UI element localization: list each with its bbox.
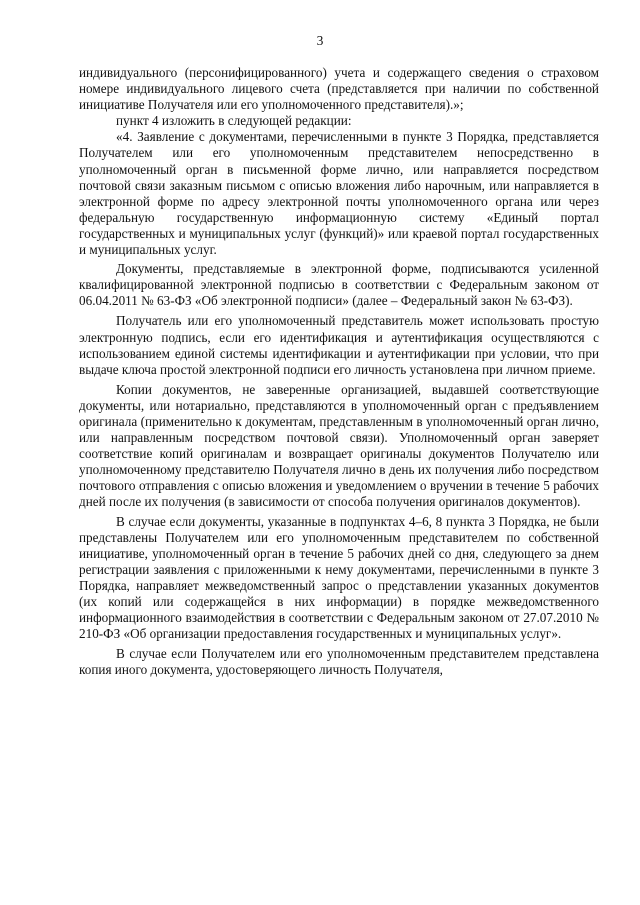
paragraph-5-simple-signature: Получатель или его уполномоченный представитель может использовать простую электронную подпись, если его идентификация и аутентификация осуществляются с использованием единой системы идентификации и аутентификации при условии, что при выдаче ключа простой электронной подписи его личность установлена при личном приеме. (79, 313, 599, 377)
paragraph-6-copies: Копии документов, не заверенные организацией, выдавшей соответствующие документы, или нотариально, представляются в уполномоченный орган с предъявлением оригинала (применительно к документам, представленным в уполномоченный орган лично, или направленным посредством почтовой связи). Уполномоченный орган заверяет соответствие копий оригиналам и возвращает оригиналы документов Получателю или уполномоченному представителю Получателя лично в день их получения либо посредством почтового отправления с описью вложения и уведомлением о вручении в течение 5 рабочих дней после их получения (в зависимости от способа получения оригиналов документов). (79, 381, 599, 510)
paragraph-4-electronic-documents: Документы, представляемые в электронной форме, подписываются усиленной квалифицированной электронной подписью в соответствии с Федеральным законом от 06.04.2011 № 63-ФЗ «Об электронной подписи» (далее – Федеральный закон № 63-ФЗ). (79, 261, 599, 309)
paragraph-3-item-4: «4. Заявление с документами, перечисленными в пункте 3 Порядка, представляется Получателем или его уполномоченным представителем непосредственно в уполномоченный орган в письменной форме лично, или направляется посредством почтовой связи заказным письмом с описью вложения либо нарочным, или направляется в электронной форме по адресу электронной почты уполномоченного органа или через федеральную государственную информационную систему «Единый портал государственных и муниципальных услуг (функций)» или краевой портал государственных и муниципальных услуг. (79, 129, 599, 258)
paragraph-8-identity-document: В случае если Получателем или его уполномоченным представителем представлена копия иного документа, удостоверяющего личность Получателя, (79, 646, 599, 678)
paragraph-7-interagency-request: В случае если документы, указанные в подпунктах 4–6, 8 пункта 3 Порядка, не были представлены Получателем или его уполномоченным представителем по собственной инициативе, уполномоченный орган в течение 5 рабочих дней со дня, следующего за днем регистрации заявления с приложенными к нему документами, перечисленными в пункте 3 Порядка, направляет межведомственный запрос о представлении указанных документов (их копий или содержащейся в них информации) в порядке межведомственного информационного взаимодействия в соответствии с Федеральным законом от 27.07.2010 № 210-ФЗ «Об организации предоставления государственных и муниципальных услуг». (79, 513, 599, 642)
document-body (79, 65, 599, 678)
paragraph-1-continuation: индивидуального (персонифицированного) учета и содержащего сведения о страховом номере индивидуального лицевого счета (представляется при наличии по собственной инициативе Получателя или его уполномоченного представителя).»; (79, 65, 599, 113)
paragraph-2-amendment-intro: пункт 4 изложить в следующей редакции: (116, 113, 352, 129)
page-number: 3 (316, 33, 324, 48)
